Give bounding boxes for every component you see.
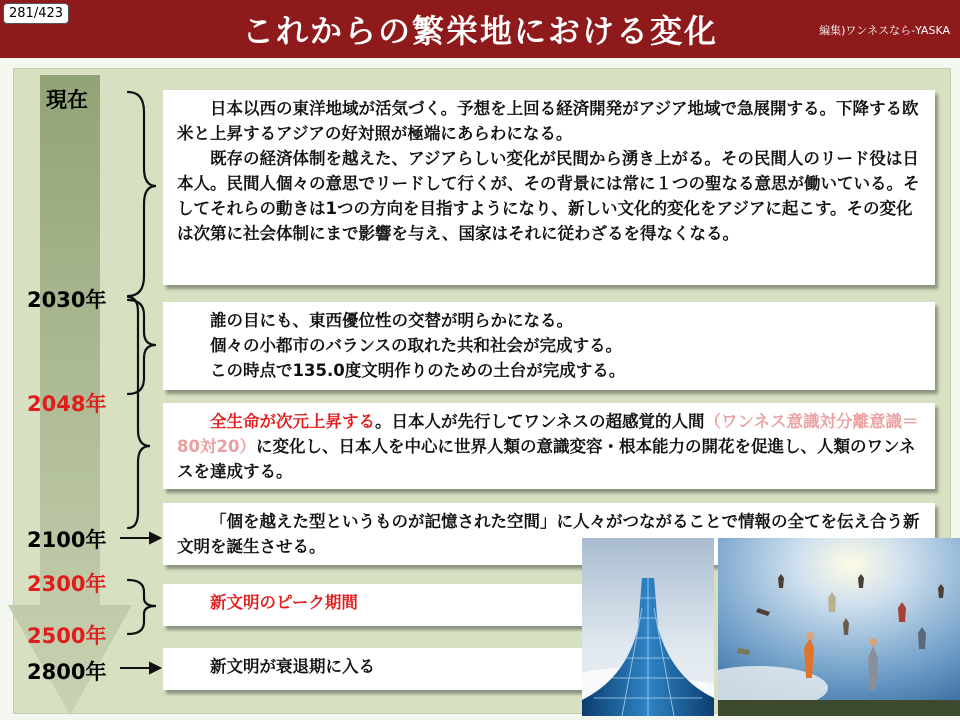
box-peak <box>163 584 583 626</box>
box-2100-text: 「個を越えた型というものが記憶された空間」に人々がつながることで情報の全てを伝え合う新文明を誕生させる。 <box>177 512 920 556</box>
brace-2030-2048 <box>128 300 156 394</box>
page-title: これからの繁栄地における変化 <box>241 12 718 50</box>
box-present <box>163 90 935 285</box>
brace-present-2030 <box>128 92 156 296</box>
timeline-label-2100: 2100年 <box>27 528 107 552</box>
box-2030-line1: 誰の目にも、東西優位性の交替が明らかになる。 <box>210 311 573 330</box>
box-2048 <box>163 403 935 489</box>
box-present-para2: 既存の経済体制を越えた、アジアらしい変化が民間から湧き上がる。その民間人のリード役は日本人。民間人個々の意思でリードして行くが、その背景には常に１つの聖なる意思が働いている。そしてそれらの動きは1つの方向を目指すようになり、新しい文化的変化をアジアに起こす。その変化は次第に社会体制にまで影響を与え、国家はそれに従わざるを得なくなる。 <box>177 149 920 243</box>
timeline-label-present: 現在 <box>46 88 88 112</box>
box-2030 <box>163 302 935 390</box>
box-2030-line2: 個々の小都市のバランスの取れた共和社会が完成する。 <box>210 336 623 355</box>
timeline-label-2500: 2500年 <box>27 624 107 648</box>
brace-2300-2500 <box>128 580 156 634</box>
timeline-label-2800: 2800年 <box>27 660 107 684</box>
box-2030-line3: この時点で135.0度文明作りのための土台が完成する。 <box>210 361 626 380</box>
page-counter: 281/423 <box>3 3 69 24</box>
brace-2030-2100 <box>128 297 150 528</box>
box-decline <box>163 648 583 690</box>
timeline-label-2030: 2030年 <box>27 288 107 312</box>
box-2048-mid-text: 。日本人が先行してワンネスの超感覚的人間 <box>375 412 705 431</box>
credit-text: 編集)ワンネスなら-YASKA <box>819 24 950 37</box>
timeline-label-2300: 2300年 <box>27 572 107 596</box>
box-present-para1: 日本以西の東洋地域が活気づく。予想を上回る経済開発がアジア地域で急展開する。下降する欧米と上昇するアジアの好対照が極端にあらわになる。 <box>177 99 919 143</box>
box-2048-red-text: 全生命が次元上昇する <box>210 412 375 431</box>
timeline-label-2048: 2048年 <box>27 392 107 416</box>
box-decline-text: 新文明が衰退期に入る <box>210 657 375 676</box>
box-2048-end-text: に変化し、日本人を中心に世界人類の意識変容・根本能力の開花を促進し、人類のワンネスを達成する。 <box>177 437 916 481</box>
floating-people-image <box>718 538 960 716</box>
tower-image <box>582 538 714 716</box>
box-2048-ratio-text: （ワンネス意識対分離意識＝80対20） <box>177 412 919 456</box>
box-peak-text: 新文明のピーク期間 <box>210 593 358 612</box>
